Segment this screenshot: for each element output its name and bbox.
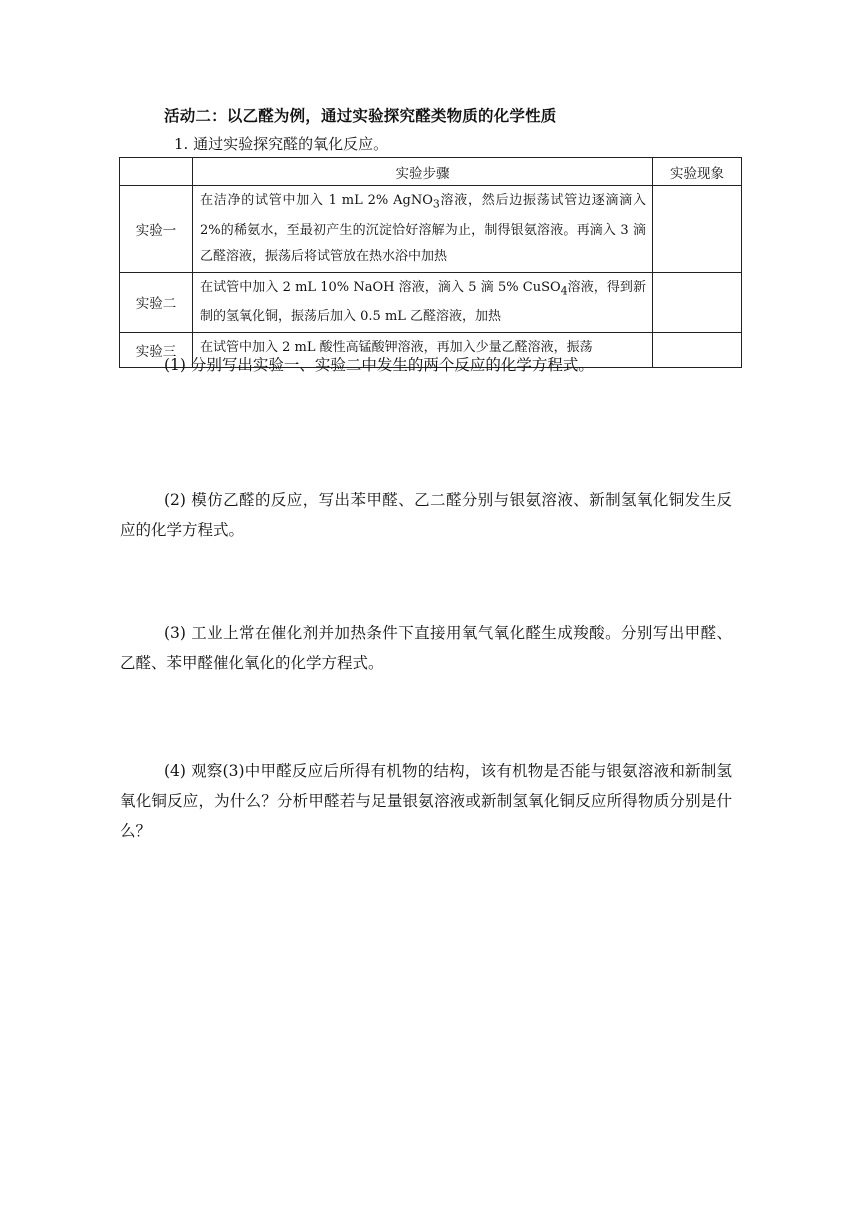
header-cell-result: 实验现象: [653, 158, 742, 186]
steps-text: 在试管中加入 2 mL 酸性高锰酸钾溶液，再加入少量乙醛溶液，振荡: [200, 340, 593, 356]
question-3: [120, 618, 732, 678]
section-subheading: 1. 通过实验探究醛的氧化反应。: [174, 135, 389, 153]
question-text: (3) 工业上常在催化剂并加热条件下直接用氧气氧化醛生成羧酸。分别写出甲醛、乙醛、苯甲醛催化氧化的化学方程式。: [120, 624, 732, 672]
steps-text: 在试管中加入 2 mL 10% NaOH 溶液，滴入 5 滴 5% CuSO: [200, 279, 561, 295]
experiment-result[interactable]: [653, 272, 742, 333]
experiment-steps: [193, 272, 653, 333]
section-heading: 活动二：以乙醛为例，通过实验探究醛类物质的化学性质: [164, 107, 557, 125]
question-text: (4) 观察(3)中甲醛反应后所得有机物的结构，该有机物是否能与银氨溶液和新制氢氧化铜反应，为什么？分析甲醛若与足量银氨溶液或新制氢氧化铜反应所得物质分别是什么？: [120, 762, 732, 840]
experiment-name: 实验一: [120, 186, 193, 273]
steps-text: 溶液，然后边振荡试管边逐滴滴入 2%的稀氨水，至最初产生的沉淀恰好溶解为止，制得银氨溶液。再滴入 3 滴乙醛溶液，振荡后将试管放在热水浴中加热: [200, 193, 646, 264]
experiment-steps: [193, 186, 653, 273]
table-row: [120, 186, 742, 273]
experiment-name: 实验二: [120, 272, 193, 333]
subscript: 3: [432, 197, 440, 211]
question-text: (1) 分别写出实验一、实验二中发生的两个反应的化学方程式。: [164, 356, 594, 374]
experiment-table: [119, 157, 742, 368]
experiment-name: 实验三: [120, 333, 193, 368]
question-4: [120, 756, 732, 846]
steps-text: 溶液，得到新制的氢氧化铜，振荡后加入 0.5 mL 乙醛溶液，加热: [200, 279, 646, 325]
question-2: [120, 485, 732, 545]
header-cell-blank: [120, 158, 193, 186]
question-text: (2) 模仿乙醛的反应，写出苯甲醛、乙二醛分别与银氨溶液、新制氢氧化铜发生反应的化学方程式。: [120, 491, 732, 539]
table-header-row: [120, 158, 742, 186]
subscript: 4: [560, 284, 568, 298]
question-1: [120, 350, 732, 380]
steps-text: 在洁净的试管中加入 1 mL 2% AgNO: [200, 193, 433, 208]
header-cell-steps: 实验步骤: [193, 158, 653, 186]
table-row: [120, 272, 742, 333]
experiment-result[interactable]: [653, 186, 742, 273]
